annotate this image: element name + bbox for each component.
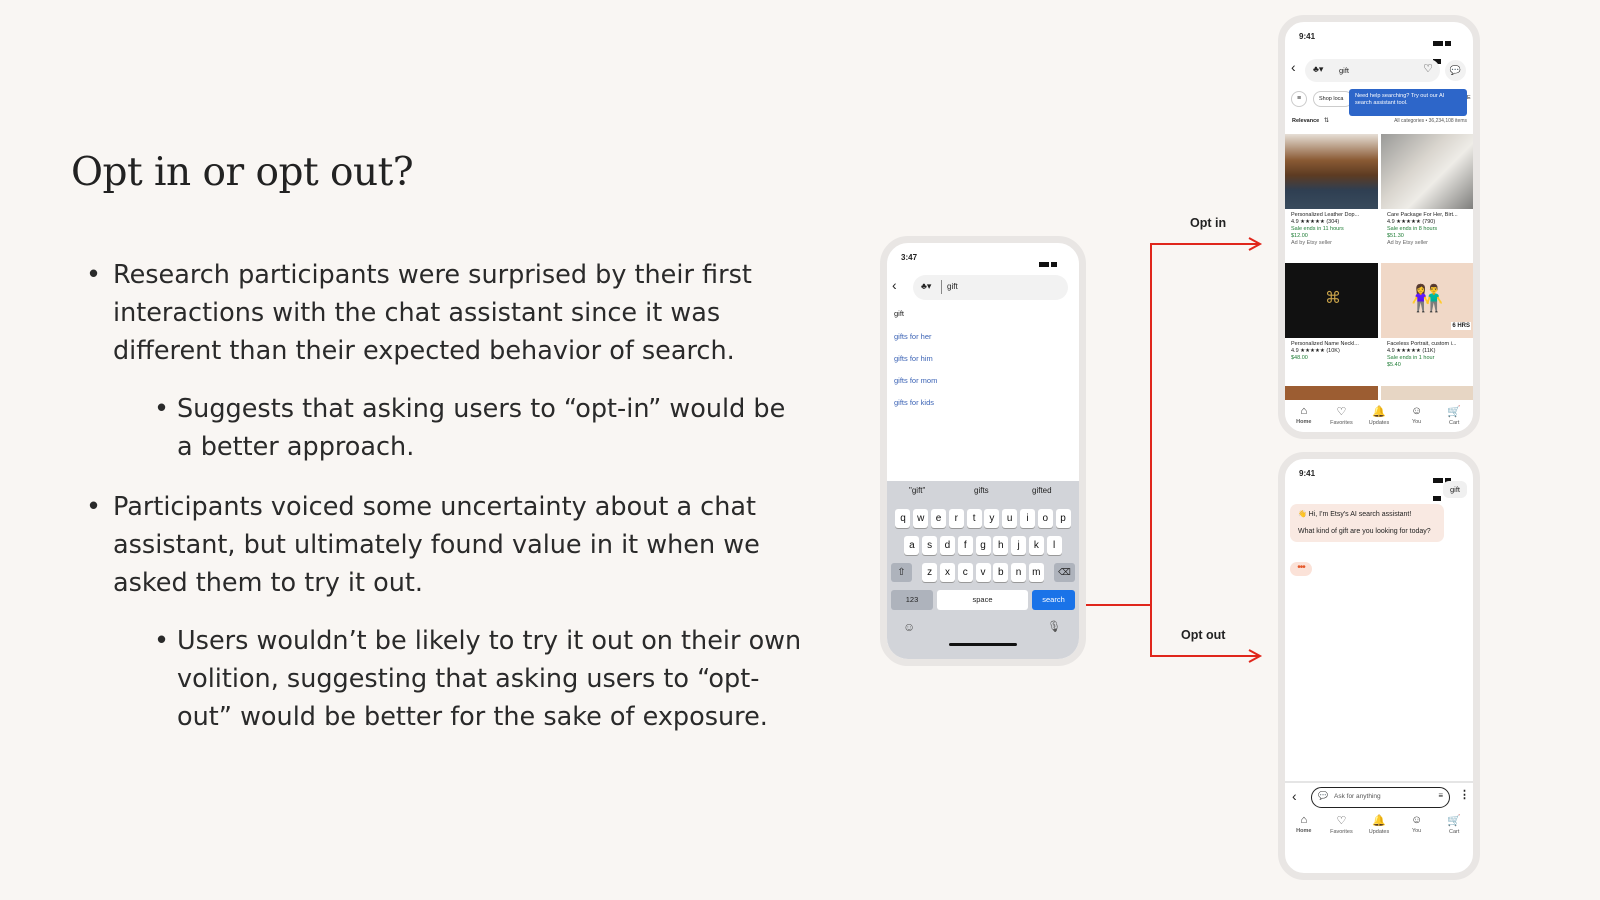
suggestion-item[interactable]: gifts for her: [894, 332, 932, 341]
sort-icon[interactable]: ⇅: [1324, 118, 1330, 124]
key-row: [887, 563, 1079, 582]
nav-you[interactable]: ☺ You: [1400, 814, 1434, 835]
sort-label[interactable]: Relevance: [1292, 118, 1320, 124]
keyboard: [887, 481, 1079, 661]
keyboard-key[interactable]: f: [958, 536, 973, 555]
product-name: Personalized Name Neckl...: [1291, 341, 1359, 347]
nav-updates[interactable]: 🔔 Updates: [1362, 405, 1396, 436]
slide-title: Opt in or opt out?: [71, 150, 414, 195]
phone-search-screen: [880, 236, 1086, 666]
sale-text: Sale ends in 8 hours: [1387, 226, 1438, 232]
keyboard-key[interactable]: u: [1002, 509, 1017, 528]
product-price: $12.00: [1291, 233, 1308, 239]
search-key[interactable]: search: [1032, 590, 1075, 610]
predictive-word[interactable]: gifts: [974, 486, 989, 495]
nav-favorites[interactable]: ♡ Favorites: [1324, 814, 1358, 835]
status-icons: [1431, 33, 1459, 39]
ad-label: Ad by Etsy seller: [1387, 240, 1428, 246]
keyboard-key[interactable]: g: [976, 536, 991, 555]
product-price: $5.40: [1387, 362, 1401, 368]
nav-home[interactable]: ⌂ Home: [1287, 405, 1321, 436]
filter-icon[interactable]: ≡: [1438, 791, 1443, 800]
product-name: Care Package For Her, Birt...: [1387, 212, 1458, 218]
product-rating: 4.9 ★★★★★ (10K): [1291, 348, 1340, 354]
status-icons: [1431, 470, 1459, 476]
filter-chip[interactable]: E: [1467, 95, 1471, 101]
suggestion-item[interactable]: gifts for mom: [894, 376, 938, 385]
filter-chip[interactable]: Shop loca: [1313, 91, 1353, 107]
bullet-1a: • Suggests that asking users to “opt-in” would be a better approach.: [154, 390, 806, 466]
product-image[interactable]: [1285, 263, 1378, 338]
predictive-word[interactable]: "gift": [909, 486, 926, 495]
cart-icon: 🛒: [1447, 406, 1462, 418]
favorite-icon[interactable]: ♡: [1423, 63, 1433, 75]
keyboard-key[interactable]: k: [1029, 536, 1044, 555]
product-rating: 4.9 ★★★★★ (304): [1291, 219, 1340, 225]
keyboard-key[interactable]: p: [1056, 509, 1071, 528]
keyboard-key[interactable]: t: [967, 509, 982, 528]
keyboard-key[interactable]: z: [922, 563, 937, 582]
product-image[interactable]: [1381, 134, 1474, 209]
product-rating: 4.9 ★★★★★ (11K): [1387, 348, 1436, 354]
category-icon[interactable]: ♣▾: [921, 281, 932, 291]
back-icon[interactable]: ‹: [1291, 59, 1296, 75]
product-caption[interactable]: [1291, 341, 1359, 362]
space-key[interactable]: space: [937, 590, 1028, 610]
nav-cart[interactable]: 🛒 Cart: [1437, 814, 1471, 835]
keyboard-key[interactable]: a: [904, 536, 919, 555]
keyboard-key[interactable]: c: [958, 563, 973, 582]
nav-updates[interactable]: 🔔 Updates: [1362, 814, 1396, 835]
product-image[interactable]: [1381, 263, 1474, 338]
keyboard-key[interactable]: e: [931, 509, 946, 528]
typing-indicator: •••: [1290, 562, 1312, 576]
nav-you[interactable]: ☺ You: [1400, 405, 1434, 436]
keyboard-key[interactable]: i: [1020, 509, 1035, 528]
keyboard-key[interactable]: o: [1038, 509, 1053, 528]
search-bar[interactable]: [913, 275, 1068, 300]
search-query: gift: [1339, 66, 1350, 75]
keyboard-key[interactable]: r: [949, 509, 964, 528]
product-name: Faceless Portrait, custom i...: [1387, 341, 1457, 347]
product-caption[interactable]: [1387, 212, 1458, 247]
search-query: gift: [947, 282, 958, 291]
product-name: Personalized Leather Dop...: [1291, 212, 1360, 218]
opt-out-label: Opt out: [1181, 628, 1226, 642]
keyboard-key[interactable]: j: [1011, 536, 1026, 555]
search-bar[interactable]: [1305, 59, 1440, 82]
delete-key[interactable]: ⌫: [1054, 563, 1075, 582]
keyboard-key[interactable]: b: [993, 563, 1008, 582]
keyboard-key[interactable]: y: [984, 509, 999, 528]
assistant-message: [1290, 504, 1444, 542]
keyboard-key[interactable]: m: [1029, 563, 1044, 582]
phone-results-screen: [1278, 15, 1480, 439]
suggestion-item[interactable]: gift: [894, 309, 905, 318]
category-icon[interactable]: ♣▾: [1313, 64, 1324, 74]
nav-cart[interactable]: 🛒 Cart: [1437, 405, 1471, 436]
back-icon[interactable]: ‹: [892, 277, 897, 293]
bullet-2a: • Users wouldn’t be likely to try it out on their own volition, suggesting that asking users to “opt-out” would be better for the sake of exposure.: [154, 622, 806, 736]
home-icon: ⌂: [1300, 814, 1308, 826]
product-rating: 4.9 ★★★★★ (790): [1387, 219, 1436, 225]
user-message: gift: [1443, 481, 1467, 498]
keyboard-key[interactable]: n: [1011, 563, 1026, 582]
suggestion-item[interactable]: gifts for kids: [894, 398, 935, 407]
portrait-icon: 👫: [1411, 283, 1444, 313]
keyboard-key[interactable]: x: [940, 563, 955, 582]
assistant-question: What kind of gift are you looking for today?: [1298, 528, 1431, 535]
assistant-greeting: 👋 Hi, I'm Etsy's AI search assistant!: [1298, 511, 1412, 518]
sale-text: Sale ends in 11 hours: [1291, 226, 1344, 232]
predictive-word[interactable]: gifted: [1032, 486, 1052, 495]
nav-home[interactable]: ⌂ Home: [1287, 814, 1321, 835]
keyboard-key[interactable]: s: [922, 536, 937, 555]
sale-hours-badge: 6 HRS: [1452, 323, 1470, 329]
microphone-icon[interactable]: 🎙: [1047, 621, 1061, 633]
chat-input[interactable]: [1311, 787, 1450, 808]
bell-icon: 🔔: [1372, 815, 1386, 827]
filter-icon[interactable]: ≡: [1291, 91, 1307, 107]
ad-label: Ad by Etsy seller: [1291, 240, 1332, 246]
chat-bubble-icon: 💬: [1318, 791, 1328, 800]
keyboard-key[interactable]: v: [976, 563, 991, 582]
bullet-list: [86, 256, 806, 758]
necklace-icon: ⌘: [1325, 290, 1341, 307]
bullet-2: • Participants voiced some uncertainty about a chat assistant, but ultimately found value in it when we asked them to try it out.: [86, 488, 806, 602]
product-image[interactable]: [1285, 134, 1378, 209]
home-indicator: [949, 643, 1017, 646]
chat-input-bar: [1285, 781, 1473, 811]
more-options-icon[interactable]: ⋮: [1459, 789, 1470, 801]
suggestion-item[interactable]: gifts for him: [894, 354, 933, 363]
heart-icon: ♡: [1336, 406, 1347, 418]
emoji-icon[interactable]: ☺: [903, 620, 916, 634]
keyboard-key[interactable]: d: [940, 536, 955, 555]
product-image[interactable]: [1285, 386, 1378, 400]
shift-key[interactable]: ⇧: [891, 563, 912, 582]
person-icon: ☺: [1410, 405, 1423, 417]
bullet-1: • Research participants were surprised by their first interactions with the chat assistant since it was different than their expected behavior of search.: [86, 256, 806, 370]
home-icon: ⌂: [1300, 405, 1308, 417]
ai-assistant-tooltip[interactable]: Need help searching? Try out our AI search assistant tool.: [1349, 89, 1467, 116]
opt-in-label: Opt in: [1190, 216, 1227, 230]
bottom-nav: [1285, 401, 1473, 436]
sale-text: Sale ends in 1 hour: [1387, 355, 1435, 361]
chat-input-placeholder: Ask for anything: [1334, 793, 1381, 800]
result-count: All categories • 36,234,108 items: [1394, 118, 1467, 124]
product-caption[interactable]: [1387, 341, 1456, 369]
chat-assistant-icon[interactable]: 💬: [1445, 60, 1466, 81]
keyboard-key[interactable]: q: [895, 509, 910, 528]
person-icon: ☺: [1410, 814, 1423, 826]
product-price: $48.00: [1291, 355, 1308, 361]
product-image[interactable]: [1381, 386, 1474, 400]
bell-icon: 🔔: [1372, 406, 1386, 418]
back-icon[interactable]: ‹: [1292, 788, 1297, 804]
status-time: 9:41: [1299, 469, 1316, 478]
key-row: [887, 509, 1079, 528]
key-row: [887, 536, 1079, 555]
cart-icon: 🛒: [1447, 815, 1462, 827]
heart-icon: ♡: [1336, 815, 1347, 827]
status-time: 3:47: [901, 253, 918, 262]
numbers-key[interactable]: 123: [891, 590, 933, 610]
product-price: $51.30: [1387, 233, 1404, 239]
status-icons: [1037, 254, 1065, 260]
keyboard-key[interactable]: l: [1047, 536, 1062, 555]
product-caption[interactable]: [1291, 212, 1359, 247]
keyboard-key[interactable]: h: [993, 536, 1008, 555]
nav-favorites[interactable]: ♡ Favorites: [1324, 405, 1358, 436]
status-time: 9:41: [1299, 32, 1316, 41]
bottom-nav: [1285, 814, 1473, 835]
keyboard-key[interactable]: w: [913, 509, 928, 528]
phone-chat-screen: [1278, 452, 1480, 880]
